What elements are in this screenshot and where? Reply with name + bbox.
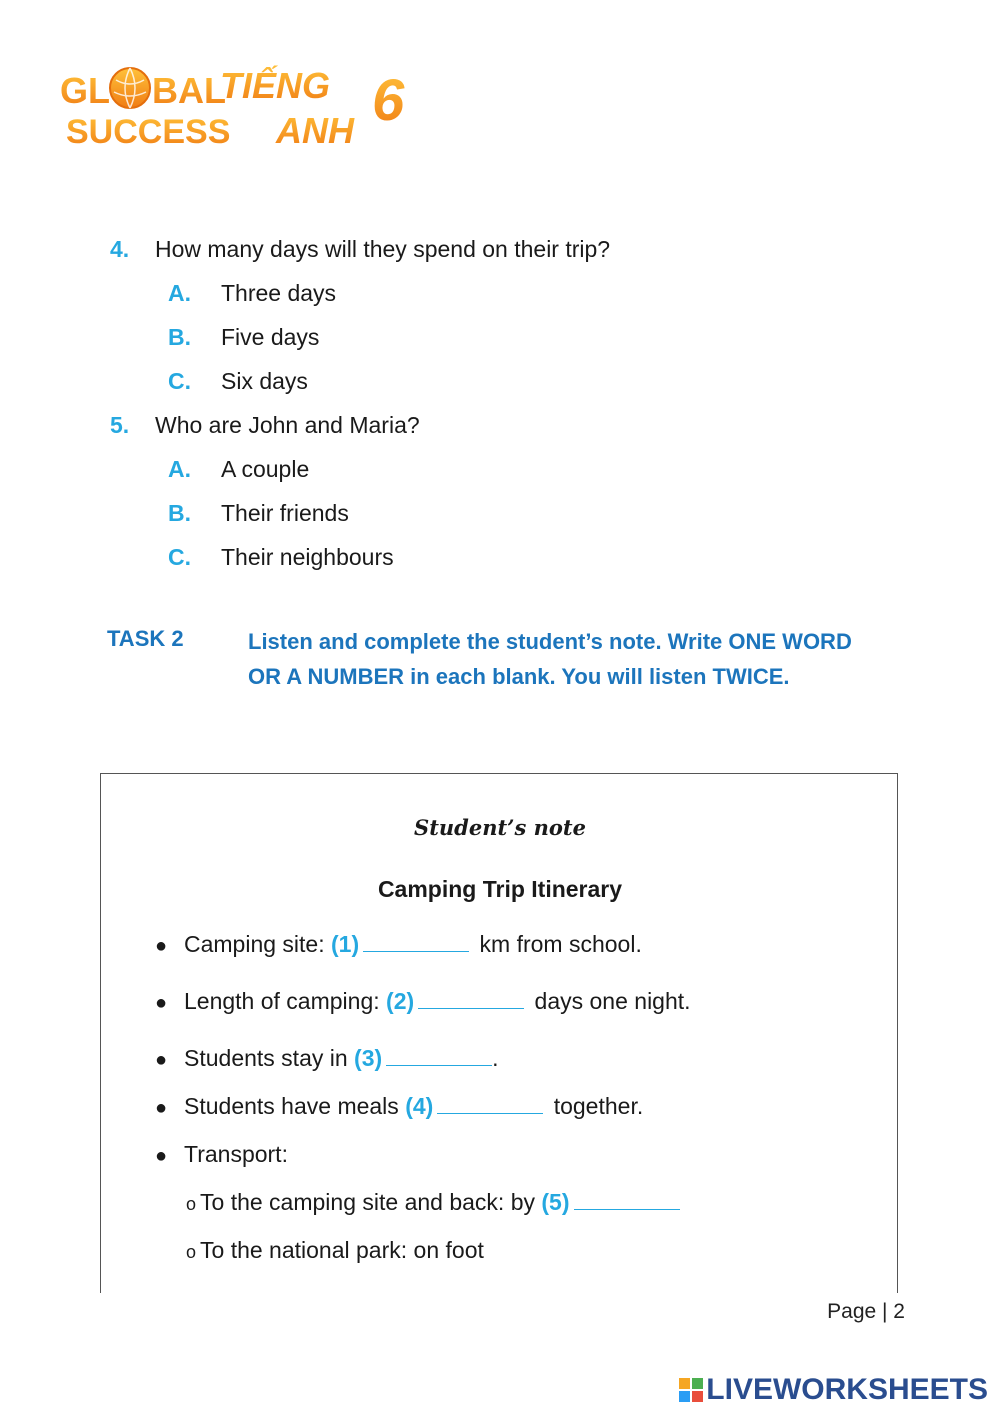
option-text: Five days: [221, 324, 320, 350]
option-text: Their neighbours: [221, 544, 394, 570]
note-item-4: [155, 1091, 643, 1123]
svg-text:SUCCESS: SUCCESS: [66, 113, 231, 151]
option-text: A couple: [221, 456, 310, 482]
option-4c[interactable]: [168, 366, 308, 396]
item-text: days one night.: [528, 988, 691, 1014]
question-5: [110, 410, 420, 440]
item-text: .: [492, 1045, 499, 1071]
item-text: Length of camping:: [184, 988, 387, 1014]
option-5a[interactable]: [168, 454, 309, 484]
bullet-icon: ●: [155, 1145, 168, 1167]
brand-text: LIVEWORKSHEETS: [706, 1373, 988, 1406]
svg-text:6: 6: [372, 68, 405, 133]
item-text: together.: [547, 1093, 644, 1119]
blank-number: (2): [386, 988, 415, 1014]
note-subtitle: Camping Trip Itinerary: [377, 876, 623, 902]
option-5b[interactable]: [168, 498, 349, 528]
sub-bullet-icon: o: [186, 1194, 197, 1214]
task-instruction: Listen and complete the student’s note. Write ONE WORD OR A NUMBER in each blank. You will listen TWICE.: [248, 629, 852, 689]
item-text: Transport:: [184, 1141, 288, 1167]
page-number: Page | 2: [827, 1300, 905, 1323]
item-text: To the national park: on foot: [200, 1237, 484, 1263]
option-text: Three days: [221, 280, 337, 306]
bullet-icon: ●: [155, 992, 168, 1014]
question-4: [110, 234, 610, 264]
option-5c[interactable]: [168, 542, 394, 572]
liveworksheets-icon: [678, 1377, 704, 1403]
note-item-5: [155, 1139, 288, 1171]
option-letter: C.: [168, 544, 191, 570]
blank-number: (1): [331, 931, 360, 957]
question-text: How many days will they spend on their trip?: [155, 236, 611, 262]
note-item-3: [155, 1043, 499, 1075]
sub-bullet-icon: o: [186, 1242, 197, 1262]
note-item-2: [155, 986, 691, 1018]
item-text: km from school.: [473, 931, 642, 957]
note-item-1: [155, 929, 642, 961]
question-number: 4.: [110, 236, 130, 262]
blank-number: (4): [405, 1093, 434, 1119]
option-letter: B.: [168, 500, 191, 526]
blank-input-5[interactable]: [574, 1189, 680, 1210]
bullet-icon: ●: [155, 1097, 168, 1119]
item-text: Camping site:: [184, 931, 332, 957]
option-4b[interactable]: [168, 322, 319, 352]
blank-number: (3): [354, 1045, 383, 1071]
note-subitem-1: [186, 1187, 684, 1219]
svg-text:BAL: BAL: [152, 70, 226, 111]
item-text: To the camping site and back: by: [200, 1189, 542, 1215]
blank-input-2[interactable]: [418, 988, 524, 1009]
question-number: 5.: [110, 412, 130, 438]
task-label: TASK 2: [107, 626, 184, 651]
option-letter: C.: [168, 368, 191, 394]
blank-input-4[interactable]: [437, 1093, 543, 1114]
item-text: Students have meals: [184, 1093, 406, 1119]
liveworksheets-logo: [678, 1373, 988, 1407]
option-letter: A.: [168, 456, 191, 482]
blank-number: (5): [541, 1189, 570, 1215]
blank-input-1[interactable]: [363, 931, 469, 952]
note-subitem-2: [186, 1235, 484, 1267]
note-title: Student’s note: [414, 815, 586, 840]
global-success-logo: [58, 58, 438, 158]
option-4a[interactable]: [168, 278, 336, 308]
item-text: Students stay in: [184, 1045, 355, 1071]
option-letter: A.: [168, 280, 191, 306]
option-letter: B.: [168, 324, 191, 350]
blank-input-3[interactable]: [386, 1045, 492, 1066]
svg-text:TIẾNG: TIẾNG: [220, 65, 331, 106]
bullet-icon: ●: [155, 1049, 168, 1071]
svg-text:GL: GL: [60, 70, 110, 111]
question-text: Who are John and Maria?: [155, 412, 420, 438]
option-text: Six days: [221, 368, 308, 394]
option-text: Their friends: [221, 500, 349, 526]
svg-text:ANH: ANH: [276, 110, 354, 151]
bullet-icon: ●: [155, 935, 168, 957]
